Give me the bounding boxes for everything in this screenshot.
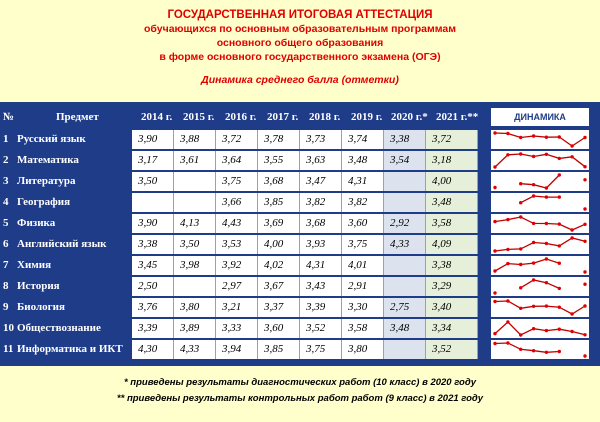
row-subject: География (17, 196, 71, 208)
table-row (0, 340, 600, 360)
sparkline-point (506, 320, 509, 323)
score-cell: 4,00 (426, 172, 478, 191)
score-cell: 3,75 (216, 172, 258, 191)
score-cell: 3,50 (132, 172, 174, 191)
score-cell: 3,63 (300, 151, 342, 170)
sparkline-point (558, 262, 561, 265)
score-cell: 3,34 (426, 319, 478, 338)
score-cell: 4,00 (258, 235, 300, 254)
score-cell: 3,75 (300, 340, 342, 359)
row-subject: Литература (17, 175, 76, 187)
header-year-2014: 2014 г. (141, 111, 173, 123)
sparkline-point (583, 270, 586, 273)
sparkline-point (532, 327, 535, 330)
score-cell: 4,43 (216, 214, 258, 233)
score-cell: 3,74 (342, 130, 384, 149)
sparkline-point (532, 222, 535, 225)
score-cell: 3,58 (342, 319, 384, 338)
report-line-3: в форме основного государственного экзамена (ОГЭ) (159, 51, 441, 63)
dynamics-sparkline (491, 130, 589, 149)
footnote-1: * приведены результаты диагностических работ (10 класс) в 2020 году (123, 377, 477, 388)
score-cell: 3,38 (384, 130, 426, 149)
row-number: 6 (3, 238, 9, 250)
sparkline-point (519, 215, 522, 218)
score-cell: 4,13 (174, 214, 216, 233)
sparkline-point (506, 132, 509, 135)
row-subject: Английский язык (17, 238, 107, 250)
score-cell: 3,82 (342, 193, 384, 212)
score-cell: 3,53 (216, 235, 258, 254)
score-cell: 3,55 (258, 151, 300, 170)
sparkline-point (532, 349, 535, 352)
dynamics-sparkline (491, 172, 589, 191)
report-subtitle: Динамика среднего балла (отметки) (201, 74, 399, 86)
sparkline-point (545, 351, 548, 354)
header-num: № (3, 111, 15, 123)
sparkline-point (532, 155, 535, 158)
score-cell: 3,76 (132, 298, 174, 317)
score-cell: 3,48 (426, 193, 478, 212)
sparkline-point (545, 136, 548, 139)
sparkline-point (493, 332, 496, 335)
dynamics-sparkline (491, 298, 589, 317)
sparkline-point (493, 300, 496, 303)
score-cell: 3,50 (174, 235, 216, 254)
score-cell: 3,48 (384, 319, 426, 338)
dynamics-sparkline (491, 340, 589, 359)
score-cell: 3,78 (258, 130, 300, 149)
sparkline-point (570, 144, 573, 147)
header-year-2021: 2021 г.** (436, 111, 479, 123)
sparkline-path (521, 175, 560, 188)
score-cell: 3,68 (258, 172, 300, 191)
sparkline-point (506, 218, 509, 221)
sparkline-point (545, 242, 548, 245)
header-subject: Предмет (56, 111, 99, 123)
sparkline-point (583, 354, 586, 357)
score-cell: 3,37 (258, 298, 300, 317)
sparkline-path (521, 196, 560, 203)
sparkline-point (532, 261, 535, 264)
row-number: 1 (3, 133, 9, 145)
row-number: 8 (3, 280, 9, 292)
header-dynamics: ДИНАМИКА (491, 108, 589, 126)
score-cell: 2,91 (342, 277, 384, 296)
results-table (0, 102, 600, 366)
sparkline-point (532, 241, 535, 244)
sparkline-point (506, 248, 509, 251)
sparkline-point (519, 152, 522, 155)
score-cell: 2,50 (132, 277, 174, 296)
score-cell: 3,52 (426, 340, 478, 359)
score-cell: 4,31 (300, 256, 342, 275)
sparkline-point (493, 220, 496, 223)
score-cell: 3,69 (258, 214, 300, 233)
sparkline-point (583, 240, 586, 243)
score-cell: 3,40 (426, 298, 478, 317)
row-subject: История (17, 280, 60, 292)
row-subject: Химия (17, 259, 52, 271)
sparkline-point (506, 299, 509, 302)
sparkline-point (519, 348, 522, 351)
header-year-2020: 2020 г.* (391, 111, 428, 123)
score-cell: 3,18 (426, 151, 478, 170)
dynamics-sparkline (491, 193, 589, 212)
sparkline-point (570, 155, 573, 158)
dynamics-sparkline (491, 151, 589, 170)
sparkline-point (519, 307, 522, 310)
score-cell: 3,67 (258, 277, 300, 296)
sparkline-point (583, 304, 586, 307)
row-subject: Русский язык (17, 133, 86, 145)
sparkline-point (545, 281, 548, 284)
sparkline-point (532, 305, 535, 308)
score-cell: 4,02 (258, 256, 300, 275)
score-cell: 3,39 (132, 319, 174, 338)
sparkline-point (545, 153, 548, 156)
score-cell: 4,09 (426, 235, 478, 254)
sparkline-point (506, 341, 509, 344)
sparkline-point (545, 329, 548, 332)
score-cell: 2,75 (384, 298, 426, 317)
header-year-2018: 2018 г. (309, 111, 341, 123)
score-cell: 3,93 (300, 235, 342, 254)
sparkline-point (493, 186, 496, 189)
score-cell: 3,52 (300, 319, 342, 338)
table-row (0, 256, 600, 276)
row-subject: Биология (17, 301, 65, 313)
score-cell (132, 193, 174, 212)
score-cell: 3,88 (174, 130, 216, 149)
row-number: 5 (3, 217, 9, 229)
sparkline-point (583, 333, 586, 336)
score-cell: 3,85 (258, 193, 300, 212)
score-cell: 3,90 (132, 214, 174, 233)
sparkline-point (583, 207, 586, 210)
sparkline-point (558, 350, 561, 353)
sparkline-point (558, 244, 561, 247)
table-row (0, 235, 600, 255)
row-number: 3 (3, 175, 9, 187)
table-row (0, 172, 600, 192)
score-cell: 3,48 (342, 151, 384, 170)
sparkline-point (519, 136, 522, 139)
sparkline-point (558, 287, 561, 290)
sparkline-point (570, 236, 573, 239)
score-cell: 4,01 (342, 256, 384, 275)
row-number: 7 (3, 259, 9, 271)
score-cell: 3,60 (258, 319, 300, 338)
sparkline-point (493, 249, 496, 252)
score-cell: 3,89 (174, 319, 216, 338)
score-cell: 3,43 (300, 277, 342, 296)
sparkline-point (519, 201, 522, 204)
table-row (0, 319, 600, 339)
sparkline-path (495, 301, 585, 314)
dynamics-sparkline (491, 319, 589, 338)
sparkline-point (558, 173, 561, 176)
footnote-2: ** приведены результаты контрольных работ работ (9 класс) в 2021 году (116, 393, 484, 404)
score-cell: 3,92 (216, 256, 258, 275)
sparkline-path (495, 259, 559, 271)
sparkline-point (493, 269, 496, 272)
sparkline-point (558, 222, 561, 225)
sparkline-point (519, 263, 522, 266)
score-cell: 3,30 (342, 298, 384, 317)
sparkline-point (570, 228, 573, 231)
score-cell: 3,33 (216, 319, 258, 338)
score-cell: 3,39 (300, 298, 342, 317)
score-cell: 3,17 (132, 151, 174, 170)
sparkline-point (506, 262, 509, 265)
score-cell (174, 172, 216, 191)
score-cell: 3,72 (216, 130, 258, 149)
score-cell (174, 277, 216, 296)
sparkline-point (583, 223, 586, 226)
sparkline-point (583, 283, 586, 286)
sparkline-point (545, 195, 548, 198)
score-cell: 3,72 (426, 130, 478, 149)
score-cell: 3,80 (342, 340, 384, 359)
sparkline-point (545, 186, 548, 189)
sparkline-point (558, 157, 561, 160)
score-cell (384, 340, 426, 359)
score-cell: 3,38 (132, 235, 174, 254)
score-cell: 3,82 (300, 193, 342, 212)
score-cell: 3,29 (426, 277, 478, 296)
score-cell: 3,75 (342, 235, 384, 254)
row-subject: Математика (17, 154, 79, 166)
score-cell (384, 193, 426, 212)
report-header (0, 8, 600, 86)
sparkline-point (519, 286, 522, 289)
table-row (0, 193, 600, 213)
sparkline-point (545, 304, 548, 307)
score-cell: 3,94 (216, 340, 258, 359)
sparkline-point (493, 342, 496, 345)
sparkline-path (521, 280, 560, 288)
score-cell: 3,47 (300, 172, 342, 191)
score-cell: 3,80 (174, 298, 216, 317)
table-row (0, 151, 600, 171)
row-number: 9 (3, 301, 9, 313)
report-line-2: основного общего образования (216, 37, 384, 49)
row-number: 10 (3, 322, 14, 334)
dynamics-sparkline (491, 214, 589, 233)
sparkline-point (519, 182, 522, 185)
score-cell: 3,98 (174, 256, 216, 275)
score-cell: 4,30 (132, 340, 174, 359)
score-cell: 3,68 (300, 214, 342, 233)
sparkline-point (583, 165, 586, 168)
sparkline-point (583, 178, 586, 181)
dynamics-sparkline (491, 256, 589, 275)
sparkline-point (558, 306, 561, 309)
score-cell: 3,90 (132, 130, 174, 149)
score-cell: 2,97 (216, 277, 258, 296)
score-cell: 3,64 (216, 151, 258, 170)
score-cell: 3,61 (174, 151, 216, 170)
score-cell: 3,60 (342, 214, 384, 233)
score-cell: 3,54 (384, 151, 426, 170)
score-cell: 4,33 (384, 235, 426, 254)
sparkline-point (558, 328, 561, 331)
row-number: 4 (3, 196, 9, 208)
row-number: 2 (3, 154, 9, 166)
row-subject: Физика (17, 217, 56, 229)
table-row (0, 298, 600, 318)
sparkline-path (495, 343, 559, 352)
score-cell: 3,21 (216, 298, 258, 317)
score-cell (384, 277, 426, 296)
sparkline-point (493, 165, 496, 168)
sparkline-point (506, 153, 509, 156)
sparkline-point (570, 330, 573, 333)
score-cell (174, 193, 216, 212)
sparkline-point (532, 278, 535, 281)
table-row (0, 214, 600, 234)
score-cell: 4,33 (174, 340, 216, 359)
sparkline-point (519, 247, 522, 250)
sparkline-point (519, 333, 522, 336)
table-row (0, 130, 600, 150)
header-year-2019: 2019 г. (351, 111, 383, 123)
sparkline-point (570, 312, 573, 315)
sparkline-point (558, 195, 561, 198)
sparkline-point (558, 135, 561, 138)
row-subject: Обществознание (17, 322, 101, 334)
score-cell: 2,92 (384, 214, 426, 233)
sparkline-point (532, 134, 535, 137)
sparkline-point (532, 183, 535, 186)
dynamics-sparkline (491, 235, 589, 254)
score-cell: 3,66 (216, 193, 258, 212)
score-cell (384, 172, 426, 191)
header-year-2016: 2016 г. (225, 111, 257, 123)
header-year-2017: 2017 г. (267, 111, 299, 123)
score-cell: 3,73 (300, 130, 342, 149)
sparkline-point (493, 131, 496, 134)
score-cell (384, 256, 426, 275)
sparkline-point (545, 257, 548, 260)
table-header-row (0, 102, 600, 130)
row-number: 11 (3, 343, 14, 355)
row-subject: Информатика и ИКТ (17, 343, 123, 355)
dynamics-sparkline (491, 277, 589, 296)
score-cell: 3,58 (426, 214, 478, 233)
report-title: ГОСУДАРСТВЕННАЯ ИТОГОВАЯ АТТЕСТАЦИЯ (167, 9, 433, 21)
sparkline-point (493, 291, 496, 294)
table-row (0, 277, 600, 297)
header-year-2015: 2015 г. (183, 111, 215, 123)
sparkline-point (545, 222, 548, 225)
sparkline-point (532, 194, 535, 197)
score-cell: 3,45 (132, 256, 174, 275)
score-cell: 3,85 (258, 340, 300, 359)
score-cell: 4,31 (342, 172, 384, 191)
sparkline-point (583, 136, 586, 139)
report-line-1: обучающихся по основным образовательным программам (144, 23, 456, 35)
score-cell: 3,38 (426, 256, 478, 275)
